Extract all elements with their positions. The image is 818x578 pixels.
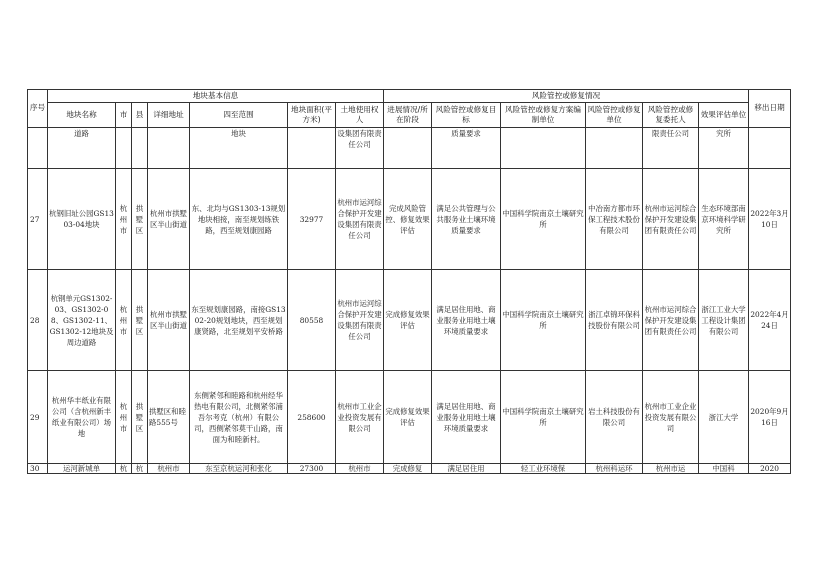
cell-date: 2020	[749, 464, 791, 474]
document-page	[27, 89, 791, 474]
cell-plan-unit: 轻工业环境保	[501, 464, 586, 474]
cell-county: 拱墅区	[132, 371, 148, 464]
cell-plan-unit: 中国科学院南京土壤研究所	[501, 270, 586, 371]
cell-owner: 杭州市运河综合保护开发建设集团有限责任公司	[336, 270, 384, 371]
cell-client: 杭州市运	[643, 464, 699, 474]
col-header-county: 县	[132, 103, 148, 128]
cell-seq: 27	[28, 169, 48, 270]
cell-area: 80558	[288, 270, 336, 371]
table-row	[28, 464, 791, 474]
cell-range: 东至规划康园路，南接GS1302-20规划地块，西至规划康贤路，北至规划平安桥路	[190, 270, 288, 371]
col-header-city: 市	[116, 103, 132, 128]
cell-owner: 杭州市工业企业投资发展有限公司	[336, 371, 384, 464]
cell-date: 2020年9月16日	[749, 371, 791, 464]
cell-seq: 28	[28, 270, 48, 371]
cell-progress: 完成修复效果评估	[384, 270, 432, 371]
cell-county: 拱墅区	[132, 169, 148, 270]
header-moveout-date: 移出日期	[749, 90, 791, 128]
table-row	[28, 169, 791, 270]
cell-client: 杭州市工业企业投资发展有限公司	[643, 371, 699, 464]
cell-city: 杭州市	[116, 270, 132, 371]
cell-eval: 浙江工业大学工程设计集团有限公司	[699, 270, 749, 371]
col-header-eval-unit: 效果评估单位	[699, 103, 749, 128]
cell-goal: 质量要求	[432, 128, 501, 169]
cell-address: 拱墅区和睦路555号	[148, 371, 190, 464]
cell-goal: 满足公共管理与公共服务业土壤环境质量要求	[432, 169, 501, 270]
cell-progress: 完成修复效果评估	[384, 371, 432, 464]
cell-city: 杭州市	[116, 371, 132, 464]
cell-seq: 29	[28, 371, 48, 464]
cell-area: 32977	[288, 169, 336, 270]
remediation-table	[27, 89, 791, 474]
table-row	[28, 270, 791, 371]
col-header-plan-unit: 风险管控或修复方案编制单位	[501, 103, 586, 128]
cell-county: 拱墅区	[132, 270, 148, 371]
cell-owner: 杭州市	[336, 464, 384, 474]
cell-county: 杭	[132, 464, 148, 474]
col-header-area: 地块面积(平方米)	[288, 103, 336, 128]
header-risk-control: 风险管控或修复情况	[384, 90, 749, 103]
cell-range: 地块	[190, 128, 288, 169]
cell-exec-unit: 杭州科运环	[586, 464, 643, 474]
cell-eval: 中国科	[699, 464, 749, 474]
cell-seq: 30	[28, 464, 48, 474]
table-row-continuation	[28, 128, 791, 169]
cell-progress: 完成修复	[384, 464, 432, 474]
cell-eval: 究所	[699, 128, 749, 169]
cell-range: 东、北均与GS1303-13规划地块相接，南至规划练铁路，西至规划康园路	[190, 169, 288, 270]
cell-name: 杭钢单元GS1302-03、GS1302-08、GS1302-11、GS1302-12地块及周边道路	[48, 270, 116, 371]
cell-address: 杭州市拱墅区半山街道	[148, 169, 190, 270]
cell-date: 2022年3月10日	[749, 169, 791, 270]
cell-address: 杭州市	[148, 464, 190, 474]
cell-owner: 设集团有限责任公司	[336, 128, 384, 169]
col-header-name: 地块名称	[48, 103, 116, 128]
cell-goal: 满足居住用	[432, 464, 501, 474]
cell-range: 东侧紧邻和睦路和杭州经华热电有限公司，北侧紧邻浦吾尔考克（杭州）有限公司，西侧紧邻莫干山路，南面为和睦新村。	[190, 371, 288, 464]
col-header-progress: 进展情况/所在阶段	[384, 103, 432, 128]
col-header-range: 四至范围	[190, 103, 288, 128]
cell-client: 限责任公司	[643, 128, 699, 169]
col-header-exec-unit: 风险管控或修复单位	[586, 103, 643, 128]
cell-owner: 杭州市运河综合保护开发建设集团有限责任公司	[336, 169, 384, 270]
cell-exec-unit: 中冶南方都市环保工程技术股份有限公司	[586, 169, 643, 270]
cell-client: 杭州市运河综合保护开发建设集团有限责任公司	[643, 270, 699, 371]
cell-date: 2022年4月24日	[749, 270, 791, 371]
cell-name: 杭钢旧址公园GS1303-04地块	[48, 169, 116, 270]
cell-name: 道路	[48, 128, 116, 169]
col-header-goal: 风险管控或修复目标	[432, 103, 501, 128]
cell-progress: 完成风险管控、修复效果评估	[384, 169, 432, 270]
cell-exec-unit: 浙江卓锦环保科技股份有限公司	[586, 270, 643, 371]
cell-area: 27300	[288, 464, 336, 474]
cell-goal: 满足居住用地、商业服务业用地土壤环境质量要求	[432, 270, 501, 371]
cell-range: 东至京杭运河和张化	[190, 464, 288, 474]
cell-plan-unit: 中国科学院南京土壤研究所	[501, 169, 586, 270]
cell-goal: 满足居住用地、商业服务业用地土壤环境质量要求	[432, 371, 501, 464]
cell-exec-unit: 岩土科技股份有限公司	[586, 371, 643, 464]
cell-area: 258600	[288, 371, 336, 464]
col-header-client: 风险管控或修复委托人	[643, 103, 699, 128]
cell-name: 运河新城单	[48, 464, 116, 474]
cell-city: 杭州市	[116, 169, 132, 270]
cell-plan-unit: 中国科学院南京土壤研究所	[501, 371, 586, 464]
cell-city: 杭	[116, 464, 132, 474]
col-header-owner: 土地使用权人	[336, 103, 384, 128]
table-row	[28, 371, 791, 464]
cell-eval: 生态环境部南京环境科学研究所	[699, 169, 749, 270]
header-basic-info: 地块基本信息	[48, 90, 384, 103]
header-seq: 序号	[28, 90, 48, 128]
col-header-address: 详细地址	[148, 103, 190, 128]
cell-client: 杭州市运河综合保护开发建设集团有限责任公司	[643, 169, 699, 270]
cell-eval: 浙江大学	[699, 371, 749, 464]
cell-address: 杭州市拱墅区半山街道	[148, 270, 190, 371]
cell-name: 杭州华丰纸业有限公司（含杭州新丰纸业有限公司）场地	[48, 371, 116, 464]
